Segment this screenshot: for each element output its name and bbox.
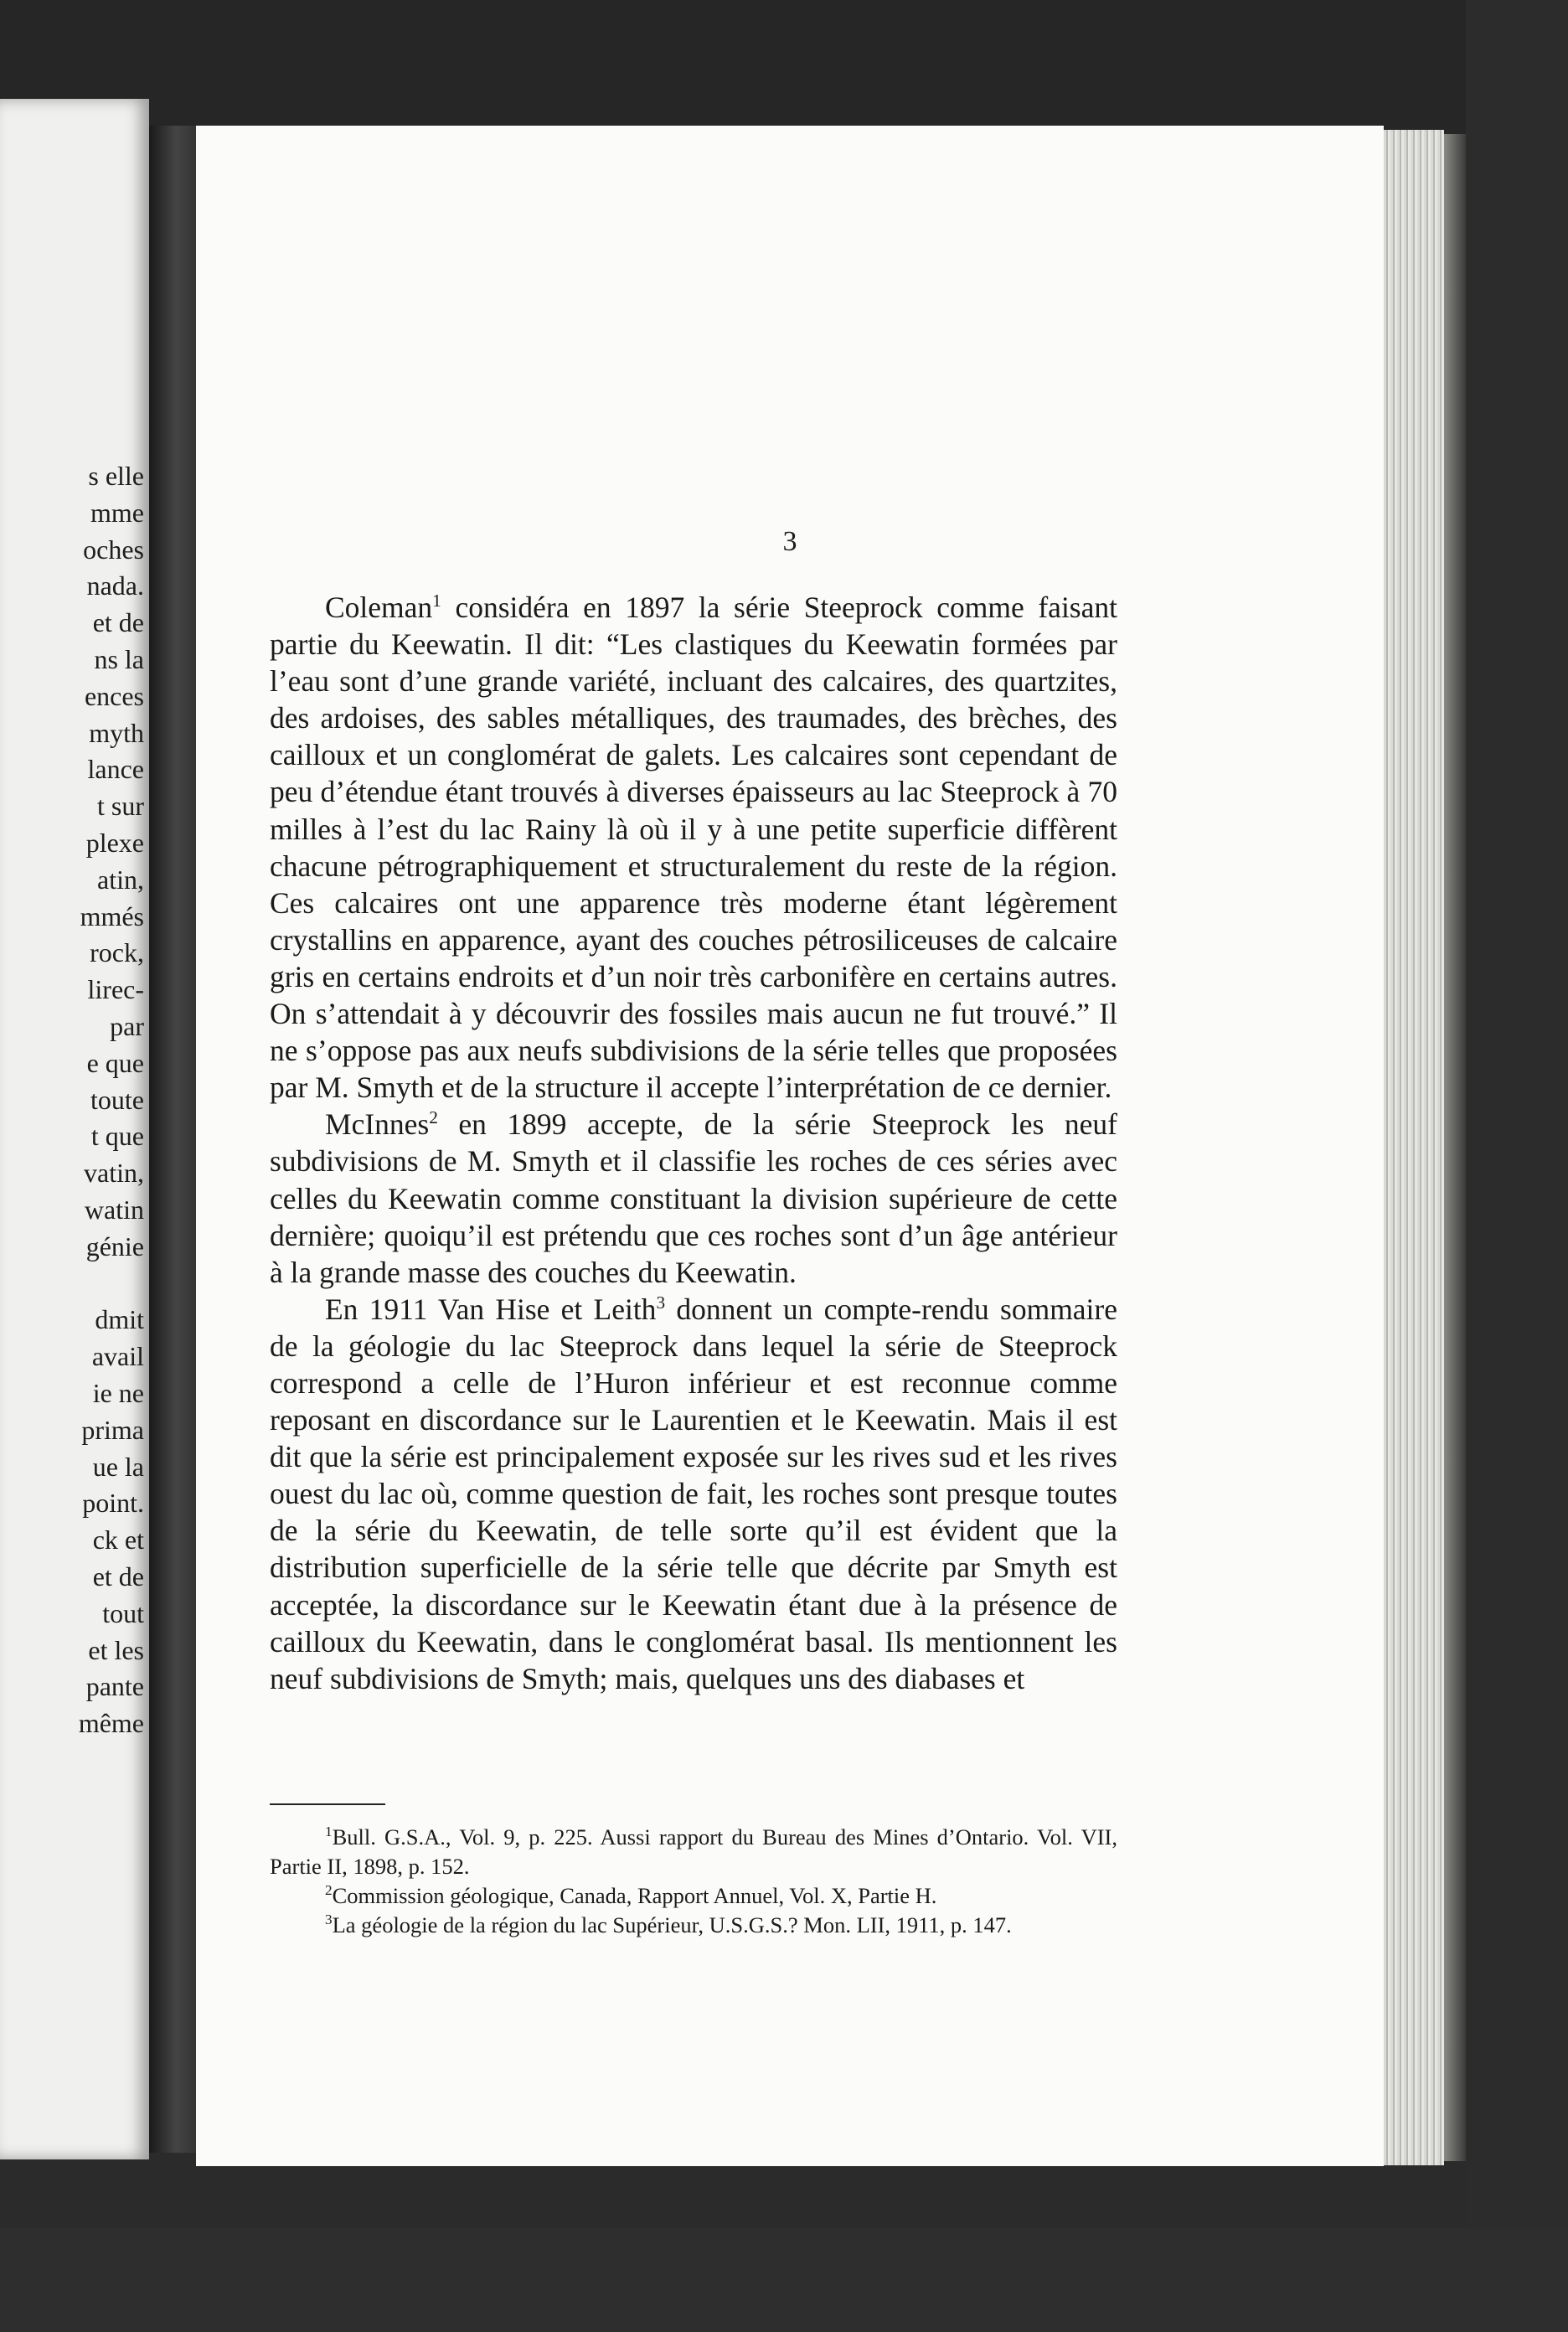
left-page-line: ences: [84, 680, 144, 711]
left-page-line: ie ne: [92, 1378, 144, 1408]
left-page-line: ck et: [92, 1525, 144, 1556]
left-page-line: rock,: [90, 937, 144, 968]
left-page-line: mme: [90, 497, 144, 528]
paragraph-lead: En 1911 Van Hise et Leith: [325, 1292, 657, 1326]
left-page-line: ns la: [94, 644, 144, 674]
left-page-line: tout: [102, 1597, 144, 1628]
footnote-ref: 2: [429, 1107, 438, 1128]
left-page-line: toute: [90, 1084, 144, 1115]
footnote-ref: 3: [656, 1292, 666, 1313]
paragraph-text: en 1899 accepte, de la série Steeprock les neuf subdivisions de M. Smyth et il classifie les roches de ces séries avec celles du Keewatin comme constituant la division supérieure de cette dernière; quoiqu’il est prétendu que ces roches sont d’un âge antérieur à la grande masse des couches du Keewatin.: [270, 1107, 1117, 1289]
background-right: [1466, 0, 1568, 2332]
left-page-line: pante: [85, 1671, 144, 1702]
paragraph-text: considéra en 1897 la série Steeprock comme faisant partie du Keewatin. Il dit: “Les clastiques du Keewatin formées par l’eau sont d’une grande variété, incluant des calcaires, des quartzites, des ardoises, des sables métalliques, des traumades, des brèches, des cailloux et un conglomérat de galets. Les calcaires sont cependant de peu d’étendue étant trouvés à diverses épaisseurs au lac Steeprock à 70 milles à l’est du lac Rainy là où il y à une petite superficie diffèrent chacune pétrographiquement et structuralement du reste de la région. Ces calcaires ont une apparence très moderne étant légèrement crystallins en apparence, ayant des couches pétrosiliceuses de calcaire gris en certains endroits et d’un noir très carbonifère en certains autres. On s’attendait à y découvrir des fossiles mais aucun ne fut trouvé.” Il ne s’oppose pas aux neufs subdivisions de la série telles que proposées par M. Smyth et de la structure il accepte l’interprétation de ce dernier.: [270, 591, 1117, 1105]
page-stack-edge: [1384, 130, 1444, 2165]
footnote-marker: 2: [325, 1882, 333, 1899]
left-page-line: nada.: [86, 570, 144, 601]
book-gutter: [149, 126, 198, 2153]
left-page-line: t sur: [97, 791, 144, 822]
left-page-line: watin: [84, 1194, 144, 1225]
left-page-line: même: [78, 1708, 144, 1739]
background-top: [0, 0, 1568, 142]
footnote-text: Bull. G.S.A., Vol. 9, p. 225. Aussi rapport du Bureau des Mines d’Ontario. Vol. VII, Partie II, 1898, p. 152.: [270, 1824, 1117, 1879]
footnote-divider: [270, 1803, 385, 1805]
left-page-line: atin,: [97, 864, 144, 895]
left-page-line: vatin,: [84, 1158, 144, 1189]
body-text: [270, 589, 1117, 1697]
footnote: [270, 1881, 1117, 1911]
background-bottom: [0, 2228, 1568, 2332]
paragraph-lead: McInnes: [325, 1107, 430, 1142]
paragraph-lead: Coleman: [325, 591, 433, 624]
left-page-line: génie: [85, 1230, 144, 1261]
left-page-line: par: [110, 1011, 144, 1041]
left-page-line: prima: [81, 1414, 144, 1445]
footnote: [270, 1823, 1117, 1881]
left-page-line: et les: [88, 1634, 144, 1665]
page-stack-shadow: [1444, 134, 1466, 2161]
left-page-line: lirec-: [87, 974, 144, 1005]
book-page: [196, 126, 1384, 2166]
left-page-line: et de: [92, 1561, 144, 1592]
footnote-marker: 1: [325, 1824, 333, 1840]
left-page-line: ue la: [92, 1451, 144, 1482]
left-page-line: lance: [87, 754, 144, 785]
left-page-line: s elle: [88, 461, 144, 491]
footnote: [270, 1911, 1117, 1940]
left-page-line: et de: [92, 607, 144, 638]
footnote-text: Commission géologique, Canada, Rapport Annuel, Vol. X, Partie H.: [332, 1883, 937, 1908]
previous-page-fragment: [0, 99, 149, 2159]
paragraph: [270, 1106, 1117, 1290]
footnote-ref: 1: [432, 591, 441, 611]
left-page-line: mmés: [80, 900, 144, 931]
left-page-line: e que: [86, 1047, 144, 1078]
footnote-marker: 3: [325, 1912, 333, 1928]
footnote-text: La géologie de la région du lac Supérieur, U.S.G.S.? Mon. LII, 1911, p. 147.: [332, 1912, 1012, 1937]
paragraph: [270, 589, 1117, 1106]
paragraph: [270, 1291, 1117, 1697]
paragraph-text: donnent un compte-rendu sommaire de la géologie du lac Steeprock dans lequel la série de Steeprock correspond a celle de l’Huron inférieur et est reconnue comme reposant en discordance sur le Laurentien et le Keewatin. Mais il est dit que la série est principalement exposée sur les rives sud et les rives ouest du lac où, comme question de fait, les roches sont presque toutes de la série du Keewatin, de telle sorte qu’il est évident que la distribution superficielle de la série telle que décrite par Smyth est acceptée, la discordance sur le Keewatin étant due à la présence de cailloux du Keewatin, dans le conglomérat basal. Ils mentionnent les neuf subdivisions de Smyth; mais, quelques uns des diabases et: [270, 1292, 1118, 1695]
left-page-line: t que: [90, 1121, 144, 1152]
left-page-line: oches: [83, 534, 144, 565]
left-page-line: point.: [82, 1488, 144, 1519]
footnotes: [270, 1823, 1117, 1940]
page-number: 3: [782, 526, 797, 557]
left-page-line: myth: [89, 717, 144, 748]
left-page-line: avail: [91, 1341, 144, 1372]
left-page-line: plexe: [85, 828, 144, 858]
left-page-line: dmit: [95, 1304, 144, 1335]
